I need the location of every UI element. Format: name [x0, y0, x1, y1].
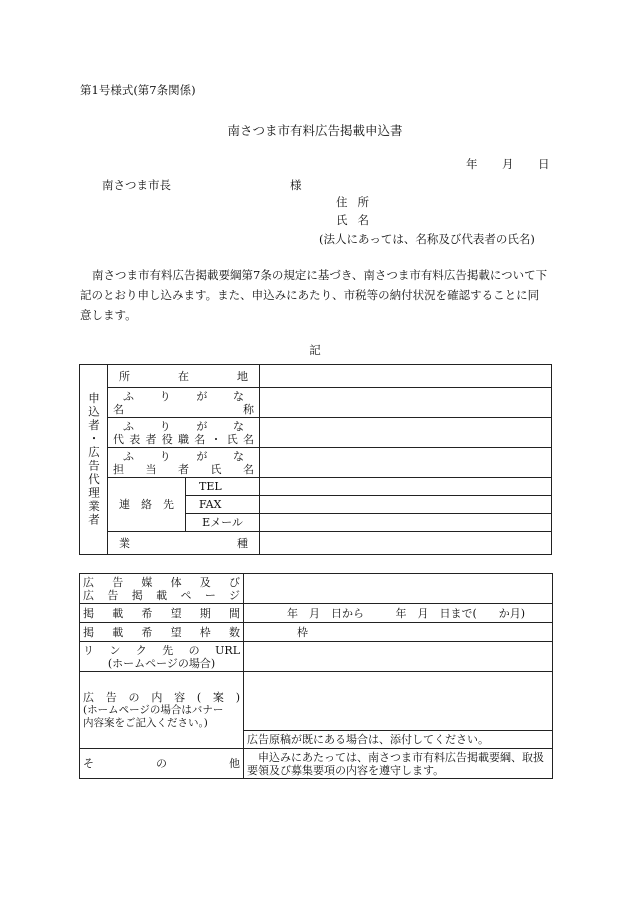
period-field[interactable]	[244, 604, 553, 623]
name-label: 氏名	[336, 213, 379, 227]
furigana-label: ふりがな	[123, 419, 244, 433]
address-label: 住所	[336, 195, 379, 209]
url-field[interactable]	[244, 642, 553, 672]
email-label: Eメール	[186, 514, 260, 532]
rep-title-label: 代表者役職名・氏名	[113, 432, 254, 446]
industry-label: 業種	[108, 532, 260, 555]
applicant-group-label: 申込者・広告代理業者	[80, 365, 108, 555]
period-to: 年 月 日まで( か月)	[395, 606, 526, 620]
frames-label: 掲載希望枠数	[80, 623, 244, 642]
body-text: 南さつま市有料広告掲載要綱第7条の規定に基づき、南さつま市有料広告掲載について下記のとおり申し込みます。また、申込みにあたり、市税等の納付状況を確認することに同意します。	[80, 268, 548, 322]
rep-label-cell	[108, 418, 260, 448]
other-text: 申込みにあたっては、南さつま市有料広告掲載要綱、取扱要領及び募集要項の内容を遵守します。	[244, 749, 553, 779]
other-label: その他	[80, 749, 244, 779]
date-month: 月	[502, 157, 514, 171]
ad-table	[79, 573, 553, 779]
addressee: 南さつま市長	[102, 178, 171, 192]
period-from: 年 月 日から	[287, 606, 364, 620]
person-in-charge-label: 担当者氏名	[113, 462, 254, 476]
form-number: 第1号様式(第7条関係)	[80, 83, 196, 97]
date-year: 年	[466, 157, 478, 171]
honorific: 様	[290, 178, 302, 192]
frames-unit: 枠	[297, 625, 308, 639]
org-name-field[interactable]	[260, 388, 552, 418]
location-field[interactable]	[260, 365, 552, 388]
applicant-table	[79, 364, 552, 555]
medium-field[interactable]	[244, 574, 553, 604]
period-label: 掲載希望期間	[80, 604, 244, 623]
person-label-cell	[108, 448, 260, 478]
name-label-cell	[108, 388, 260, 418]
ki-heading: 記	[309, 343, 321, 357]
fax-label: FAX	[186, 496, 260, 514]
fax-field[interactable]	[260, 496, 552, 514]
corporate-note: (法人にあっては、名称及び代表者の氏名)	[319, 232, 535, 246]
document-title: 南さつま市有料広告掲載申込書	[227, 123, 403, 138]
content-field[interactable]	[244, 672, 553, 731]
location-label: 所在地	[108, 365, 260, 388]
email-field[interactable]	[260, 514, 552, 532]
content-note: 広告原稿が既にある場合は、添付してください。	[244, 731, 553, 749]
person-in-charge-field[interactable]	[260, 448, 552, 478]
frames-field[interactable]	[244, 623, 553, 642]
date-day: 日	[538, 157, 550, 171]
org-name-label: 名称	[113, 402, 254, 416]
tel-label: TEL	[186, 478, 260, 496]
medium-label: 広告媒体及び 広告掲載ページ	[80, 574, 244, 604]
furigana-label: ふりがな	[123, 449, 244, 463]
furigana-label: ふりがな	[123, 389, 244, 403]
content-label: 広告の内容(案) (ホームページの場合はバナー 内容案をご記入ください。)	[80, 672, 244, 749]
industry-field[interactable]	[260, 532, 552, 555]
rep-field[interactable]	[260, 418, 552, 448]
tel-field[interactable]	[260, 478, 552, 496]
contact-label: 連絡先	[108, 478, 186, 532]
url-label: リンク先のURL (ホームページの場合)	[80, 642, 244, 672]
